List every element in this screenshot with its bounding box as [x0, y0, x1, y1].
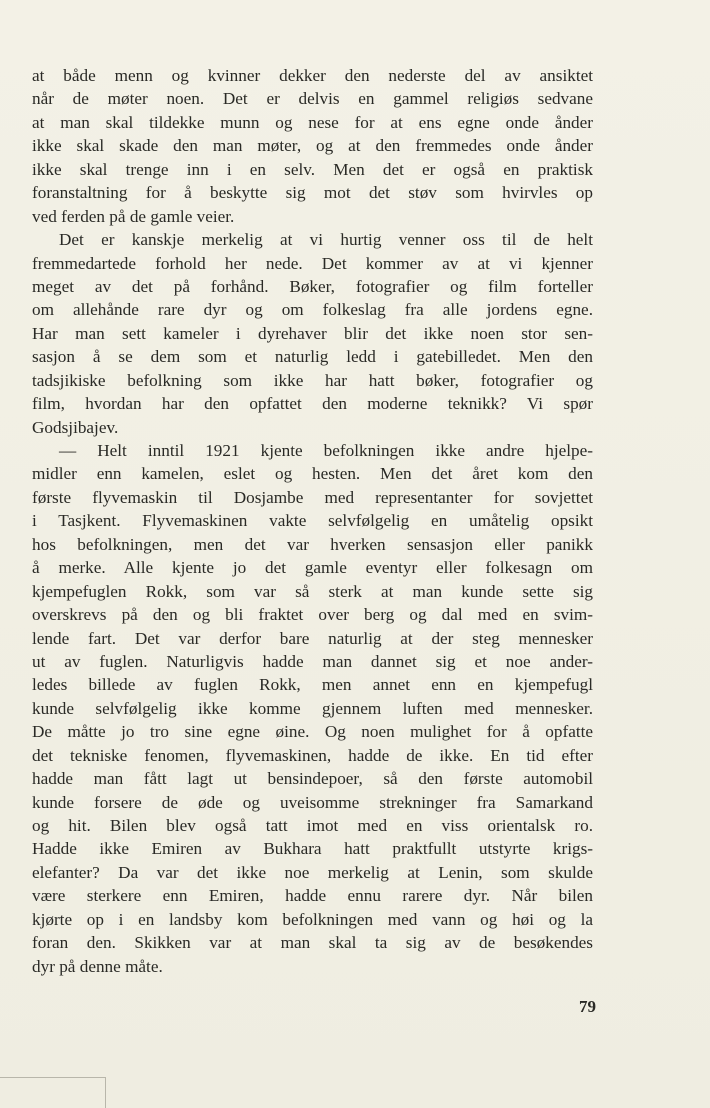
text-line: Hadde ikke Emiren av Bukhara hatt praktfullt utstyrte krigs- [32, 839, 593, 859]
text-line: lende fart. Det var derfor bare naturlig at der steg mennesker [32, 628, 593, 648]
text-line: ut av fuglen. Naturligvis hadde man dannet sig et noe ander- [32, 651, 593, 671]
text-line: ledes billede av fuglen Rokk, men annet enn en kjempefugl [32, 675, 593, 695]
text-line: meget av det på forhånd. Bøker, fotografier og film forteller [32, 276, 593, 296]
text-line: hadde man fått lagt ut bensindepoer, så den første automobil [32, 769, 593, 789]
text-line: midler enn kamelen, eslet og hesten. Men det året kom den [32, 464, 593, 484]
text-line: når de møter noen. Det er delvis en gammel religiøs sedvane [32, 89, 593, 109]
text-line: hos befolkningen, men det var hverken sensasjon eller panikk [32, 534, 593, 554]
body-text [32, 64, 593, 978]
text-line: overskrevs på den og bli fraktet over berg og dal med en svim- [32, 605, 593, 625]
text-line: dyr på denne måte. [32, 956, 163, 976]
text-line: ved ferden på de gamle veier. [32, 206, 235, 226]
text-line: fremmedartede forhold her nede. Det kommer av at vi kjenner [32, 253, 593, 273]
text-line: være sterkere enn Emiren, hadde ennu rarere dyr. Når bilen [32, 886, 593, 906]
text-line: foranstaltning for å beskytte sig mot det støv som hvirvles op [32, 183, 593, 203]
text-line: elefanter? Da var det ikke noe merkelig at Lenin, som skulde [32, 862, 593, 882]
text-line: og hit. Bilen blev også tatt imot med en viss orientalsk ro. [32, 816, 593, 835]
text-line: film, hvordan har den opfattet den moderne teknikk? Vi spør [32, 394, 593, 414]
scan-edge-line-vertical [105, 1077, 106, 1108]
text-line: ikke skal skade den man møter, og at den fremmedes onde ånder [32, 136, 593, 156]
text-line: første flyvemaskin til Dosjambe med representanter for sovjettet [32, 487, 593, 507]
text-line: De måtte jo tro sine egne øine. Og noen mulighet for å opfatte [32, 722, 593, 742]
text-line: om allehånde rare dyr og om folkeslag fra alle jordens egne. [32, 300, 593, 320]
text-line: at man skal tildekke munn og nese for at ens egne onde ånder [32, 112, 593, 132]
text-line: Det er kanskje merkelig at vi hurtig venner oss til de helt [59, 230, 593, 250]
text-line: ikke skal trenge inn i en selv. Men det er også en praktisk [32, 159, 593, 179]
text-line: i Tasjkent. Flyvemaskinen vakte selvfølgelig en umåtelig opsikt [32, 511, 593, 531]
text-line: kjempefuglen Rokk, som var så sterk at man kunde sette sig [32, 581, 593, 601]
scan-edge-line [0, 1077, 105, 1078]
text-line: foran den. Skikken var at man skal ta sig av de besøkendes [32, 933, 593, 953]
text-line: — Helt inntil 1921 kjente befolkningen ikke andre hjelpe- [59, 441, 593, 460]
text-line: kunde selvfølgelig ikke komme gjennem luften med mennesker. [32, 698, 593, 718]
page-number: 79 [579, 997, 596, 1016]
text-line: at både menn og kvinner dekker den nederste del av ansiktet [32, 66, 593, 85]
text-line: sasjon å se dem som et naturlig ledd i gatebilledet. Men den [32, 347, 593, 367]
text-line: å merke. Alle kjente jo det gamle eventyr eller folkesagn om [32, 558, 593, 578]
text-line: tadsjikiske befolkning som ikke har hatt bøker, fotografier og [32, 370, 593, 390]
text-line: Godsjibajev. [32, 417, 119, 437]
text-line: Har man sett kameler i dyrehaver blir det ikke noen stor sen- [32, 323, 593, 343]
text-line: det tekniske fenomen, flyvemaskinen, hadde de ikke. En tid efter [32, 745, 593, 765]
text-line: kunde forsere de øde og uveisomme strekninger fra Samarkand [32, 792, 593, 812]
text-line: kjørte op i en landsby kom befolkningen med vann og høi og la [32, 909, 593, 929]
